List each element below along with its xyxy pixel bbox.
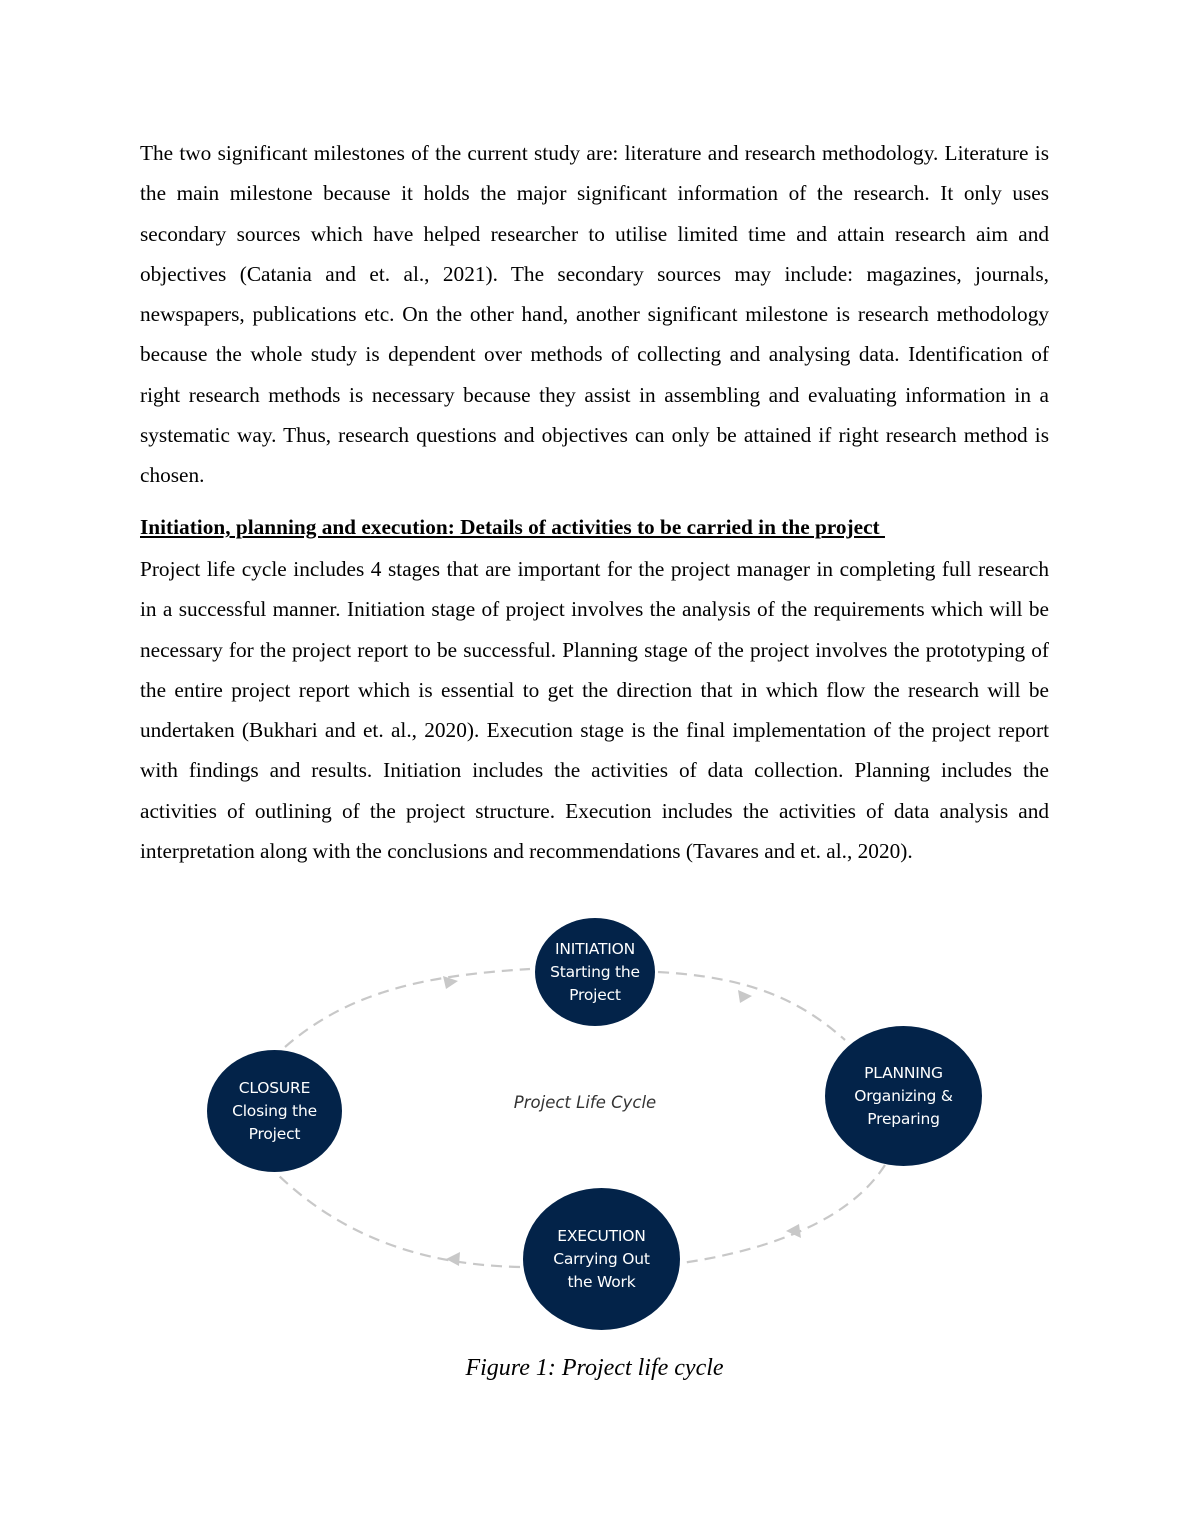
arrowhead-bottom-right (786, 1224, 801, 1238)
stage-execution-node (523, 1188, 680, 1330)
arrowhead-bottom-left (446, 1252, 460, 1266)
stage-closure-title: CLOSURE (238, 1078, 311, 1097)
stage-closure-line2: Project (248, 1124, 301, 1143)
stage-planning-title: PLANNING (864, 1063, 943, 1082)
connector-closure-to-initiation (285, 969, 530, 1047)
stage-execution-title: EXECUTION (557, 1226, 646, 1245)
stage-execution-line1: Carrying Out (553, 1249, 650, 1268)
stage-initiation-node (535, 918, 655, 1026)
stage-initiation-title: INITIATION (554, 939, 635, 958)
stage-closure-node (207, 1050, 342, 1172)
stage-initiation-line1: Starting the (550, 962, 640, 981)
project-life-cycle-diagram (190, 905, 1000, 1345)
stage-closure-line1: Closing the (232, 1101, 317, 1120)
figure-caption: Figure 1: Project life cycle (465, 1355, 724, 1381)
arrowhead-top-right (738, 990, 752, 1003)
stage-initiation-line2: Project (569, 985, 621, 1004)
stage-planning-line2: Preparing (867, 1109, 940, 1128)
diagram-center-label: Project Life Cycle (513, 1093, 657, 1112)
section-heading: Initiation, planning and execution: Details of activities to be carried in the project (140, 515, 885, 539)
body-paragraph-milestones: The two significant milestones of the current study are: literature and research methodology. Literature is the main milestone because it holds the major significant information of the research. It only uses secondary sources which have helped researcher to utilise limited time and attain research aim and objectives (Catania and et. al., 2021). The secondary sources may include: magazines, journals, newspapers, publications etc. On the other hand, another significant milestone is research methodology because the whole study is dependent over methods of collecting and analysing data. Identification of right research methods is necessary because they assist in assembling and evaluating information in a systematic way. Thus, research questions and objectives can only be attained if right research method is chosen. (140, 141, 1049, 487)
stage-planning-line1: Organizing & (854, 1086, 953, 1105)
stage-execution-line2: the Work (567, 1272, 636, 1291)
body-paragraph-life-cycle: Project life cycle includes 4 stages that are important for the project manager in completing full research in a successful manner. Initiation stage of project involves the analysis of the requirements which will be necessary for the project report to be successful. Planning stage of the project involves the prototyping of the entire project report which is essential to get the direction that in which flow the research will be undertaken (Bukhari and et. al., 2020). Execution stage is the final implementation of the project report with findings and results. Initiation includes the activities of data collection. Planning includes the activities of outlining of the project structure. Execution includes the activities of data analysis and interpretation along with the conclusions and recommendations (Tavares and et. al., 2020). (140, 557, 1049, 863)
connector-initiation-to-planning (658, 972, 845, 1040)
connector-planning-to-execution (682, 1165, 885, 1263)
connector-execution-to-closure (276, 1173, 520, 1267)
stage-planning-node (825, 1026, 982, 1166)
